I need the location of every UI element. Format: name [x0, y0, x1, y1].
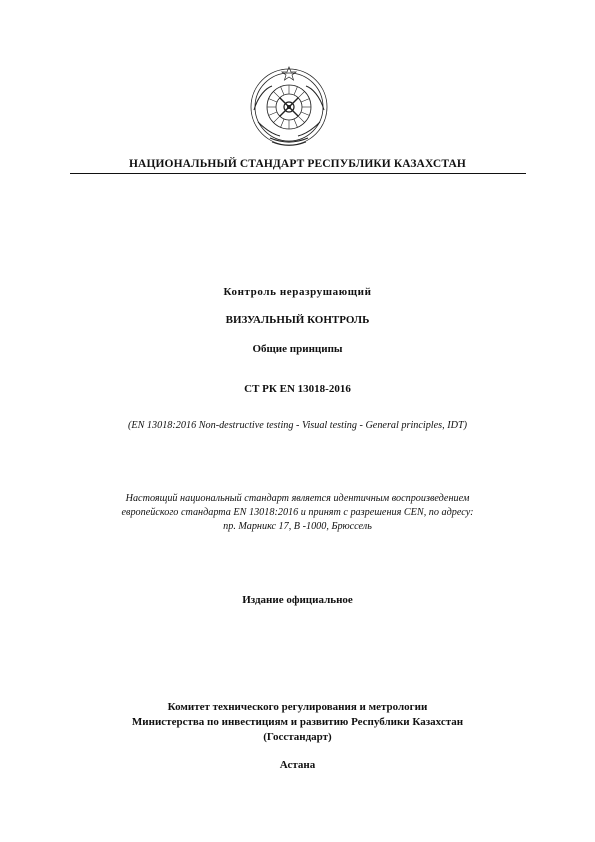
- publication-city: Астана: [279, 759, 316, 771]
- standard-header-title: НАЦИОНАЛЬНЫЙ СТАНДАРТ РЕСПУБЛИКИ КАЗАХСТАН: [129, 158, 466, 170]
- document-subtitle: Общие принципы: [252, 343, 343, 355]
- statement-line: европейского стандарта EN 13018:2016 и принят с разрешения CEN, по адресу:: [121, 507, 474, 518]
- statement-line: Настоящий национальный стандарт является идентичным воспроизведением: [125, 493, 470, 504]
- edition-label: Издание официальное: [242, 594, 353, 606]
- state-emblem-icon: [248, 66, 330, 148]
- document-title: ВИЗУАЛЬНЫЙ КОНТРОЛЬ: [225, 314, 370, 326]
- document-reference: (EN 13018:2016 Non-destructive testing - Visual testing - General principles, IDT): [127, 420, 468, 431]
- publisher-line: Комитет технического регулирования и метрологии: [167, 701, 428, 713]
- publisher-line: Министерства по инвестициям и развитию Республики Казахстан: [131, 716, 464, 728]
- statement-line: пр. Марникс 17, B -1000, Брюссель: [223, 521, 372, 532]
- header-divider: [70, 173, 526, 174]
- publisher-line: (Госстандарт): [263, 731, 332, 743]
- document-designation: СТ РК EN 13018-2016: [244, 383, 351, 395]
- document-subject: Контроль неразрушающий: [223, 286, 372, 298]
